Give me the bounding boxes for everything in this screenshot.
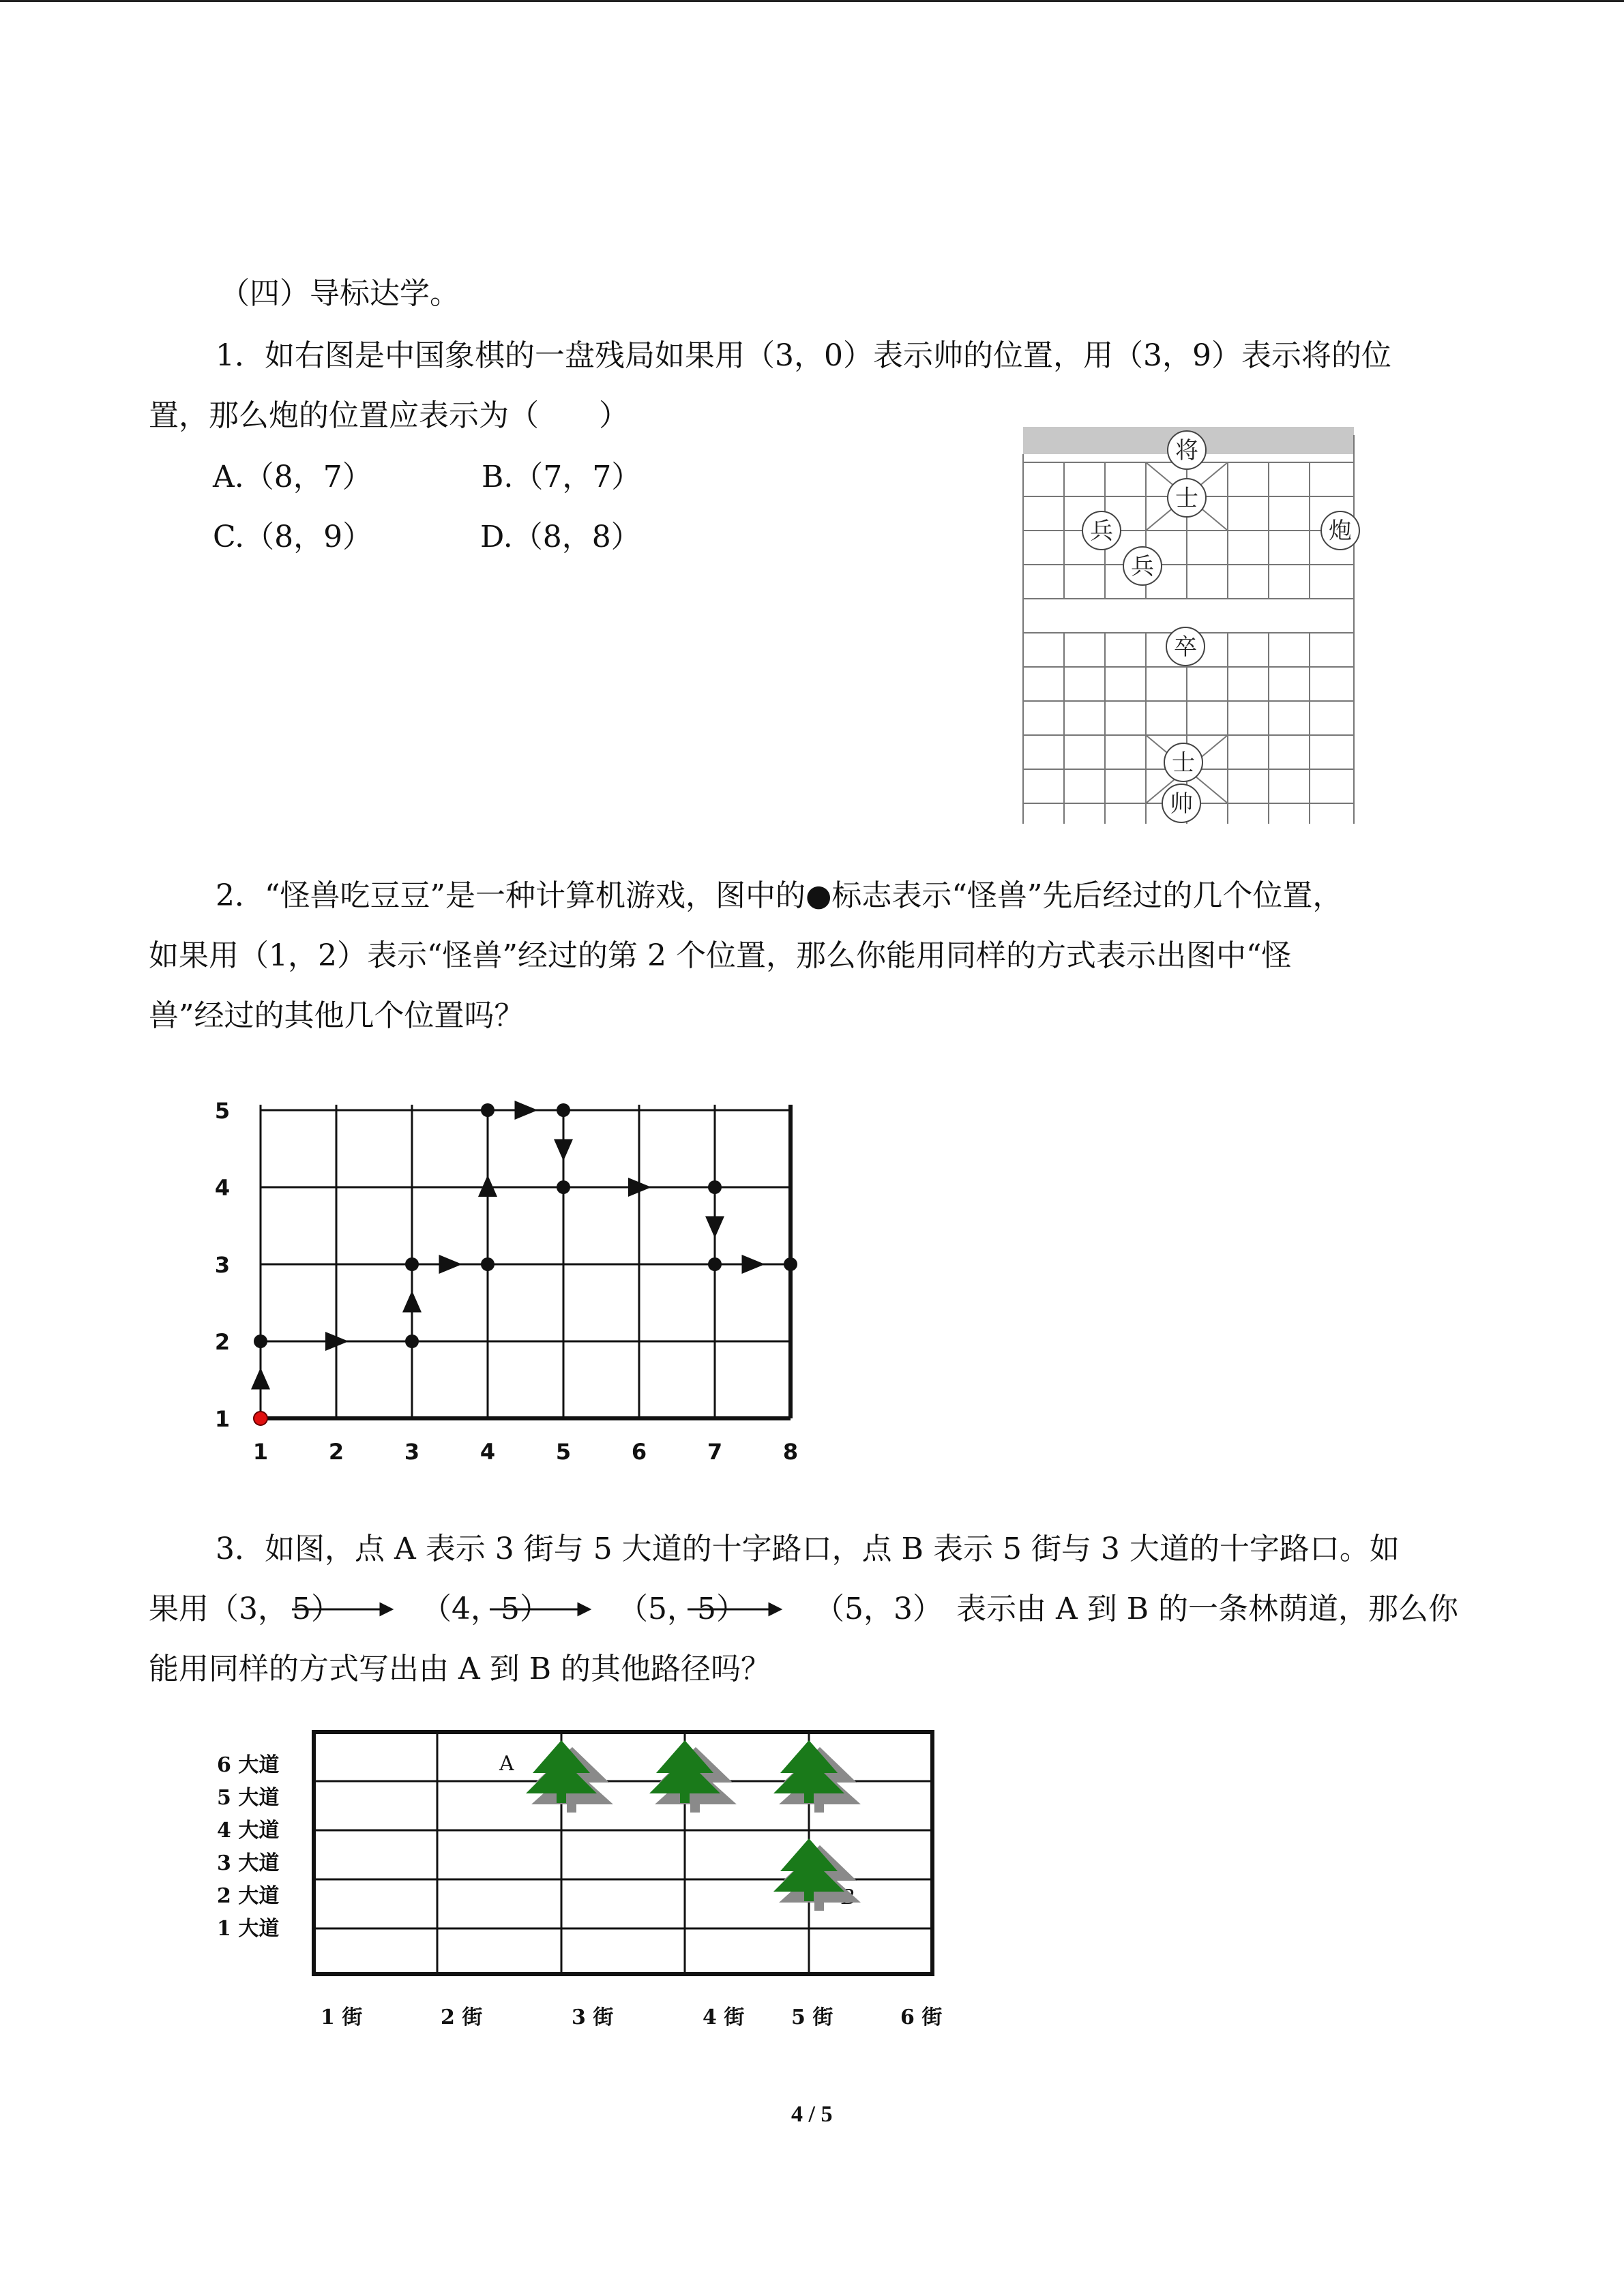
svg-text:卒: 卒 xyxy=(1174,633,1197,661)
x-tick-label: 4 xyxy=(479,1439,496,1465)
q3-line-1: 3．如图，点 A 表示 3 街与 5 大道的十字路口，点 B 表示 5 街与 3 大道的十字路口。如 xyxy=(216,1532,1400,1566)
svg-text:兵: 兵 xyxy=(1131,553,1154,580)
tree-icon xyxy=(649,1740,737,1813)
tree-trunk xyxy=(804,1793,814,1803)
avenue-label: 2 大道 xyxy=(217,1884,280,1908)
q1-option-d: D.（8，8） xyxy=(480,520,641,554)
x-tick-label: 6 xyxy=(631,1439,647,1465)
route-step-2: （4，5） xyxy=(422,1592,550,1626)
svg-text:士: 士 xyxy=(1172,749,1195,777)
q2-line-3: 兽”经过的其他几个位置吗？ xyxy=(149,998,525,1033)
avenue-label: 5 大道 xyxy=(217,1786,280,1810)
avenue-label: 1 大道 xyxy=(217,1917,280,1941)
svg-text:兵: 兵 xyxy=(1090,518,1113,545)
tree-shadow-trunk xyxy=(814,1903,824,1911)
y-tick-label: 3 xyxy=(214,1252,231,1278)
tree-shadow-trunk xyxy=(814,1804,824,1813)
tree-shadow-trunk xyxy=(567,1804,576,1813)
svg-text:士: 士 xyxy=(1175,485,1198,512)
q3-line-2-suffix: 表示由 A 到 B 的一条林荫道，那么你 xyxy=(956,1592,1459,1626)
tree-icon xyxy=(773,1740,861,1813)
street-label: 2 街 xyxy=(441,2006,483,2029)
x-tick-label: 3 xyxy=(404,1439,420,1465)
q1-line-2: 置，那么炮的位置应表示为（ ） xyxy=(149,398,629,433)
x-tick-label: 2 xyxy=(328,1439,344,1465)
svg-text:将: 将 xyxy=(1175,437,1198,464)
page-number: 4 / 5 xyxy=(791,2102,833,2127)
y-tick-label: 1 xyxy=(214,1406,231,1432)
street-label: 1 街 xyxy=(321,2006,363,2029)
tree-trunk xyxy=(557,1793,566,1803)
tree-trunk xyxy=(680,1793,690,1803)
tree-shadow-trunk xyxy=(690,1804,700,1813)
route-step-1-value: 5） xyxy=(292,1592,341,1626)
y-tick-label: 4 xyxy=(214,1175,231,1201)
q1-option-c: C.（8，9） xyxy=(213,520,373,554)
tree-trunk xyxy=(804,1892,814,1901)
tree-icon xyxy=(773,1838,861,1911)
q1-option-a: A.（8，7） xyxy=(213,460,372,494)
x-tick-label: 7 xyxy=(707,1439,723,1465)
q3-line-2-prefix: 果用（3， xyxy=(149,1592,288,1626)
q1-line-1: 1．如右图是中国象棋的一盘残局如果用（3，0）表示帅的位置，用（3，9）表示将的位 xyxy=(216,338,1391,373)
x-tick-label: 1 xyxy=(252,1439,269,1465)
section-heading: （四）导标达学。 xyxy=(220,276,460,311)
tree-icon xyxy=(526,1740,613,1813)
street-label: 3 街 xyxy=(572,2006,614,2029)
x-tick-label: 5 xyxy=(555,1439,572,1465)
street-label: 6 街 xyxy=(900,2006,943,2029)
y-tick-label: 2 xyxy=(214,1329,231,1355)
svg-text:炮: 炮 xyxy=(1329,518,1352,545)
svg-text:帅: 帅 xyxy=(1170,790,1193,818)
q3-line-3: 能用同样的方式写出由 A 到 B 的其他路径吗？ xyxy=(149,1652,771,1686)
street-label: 5 街 xyxy=(791,2006,833,2029)
q2-line-2: 如果用（1，2）表示“怪兽”经过的第 2 个位置，那么你能用同样的方式表示出图中“怪 xyxy=(149,938,1292,973)
avenue-label: 6 大道 xyxy=(217,1753,280,1777)
x-tick-label: 8 xyxy=(782,1439,799,1465)
point-a-label: A xyxy=(499,1752,514,1776)
route-step-4: （5，3） xyxy=(814,1592,943,1626)
street-label: 4 街 xyxy=(703,2006,745,2029)
q1-option-b: B.（7，7） xyxy=(482,460,642,494)
route-step-3: （5，5） xyxy=(618,1592,746,1626)
q2-line-1: 2．“怪兽吃豆豆”是一种计算机游戏，图中的●标志表示“怪兽”先后经过的几个位置， xyxy=(216,878,1343,913)
avenue-label: 3 大道 xyxy=(217,1851,280,1875)
y-tick-label: 5 xyxy=(214,1098,231,1124)
avenue-label: 4 大道 xyxy=(217,1819,280,1843)
